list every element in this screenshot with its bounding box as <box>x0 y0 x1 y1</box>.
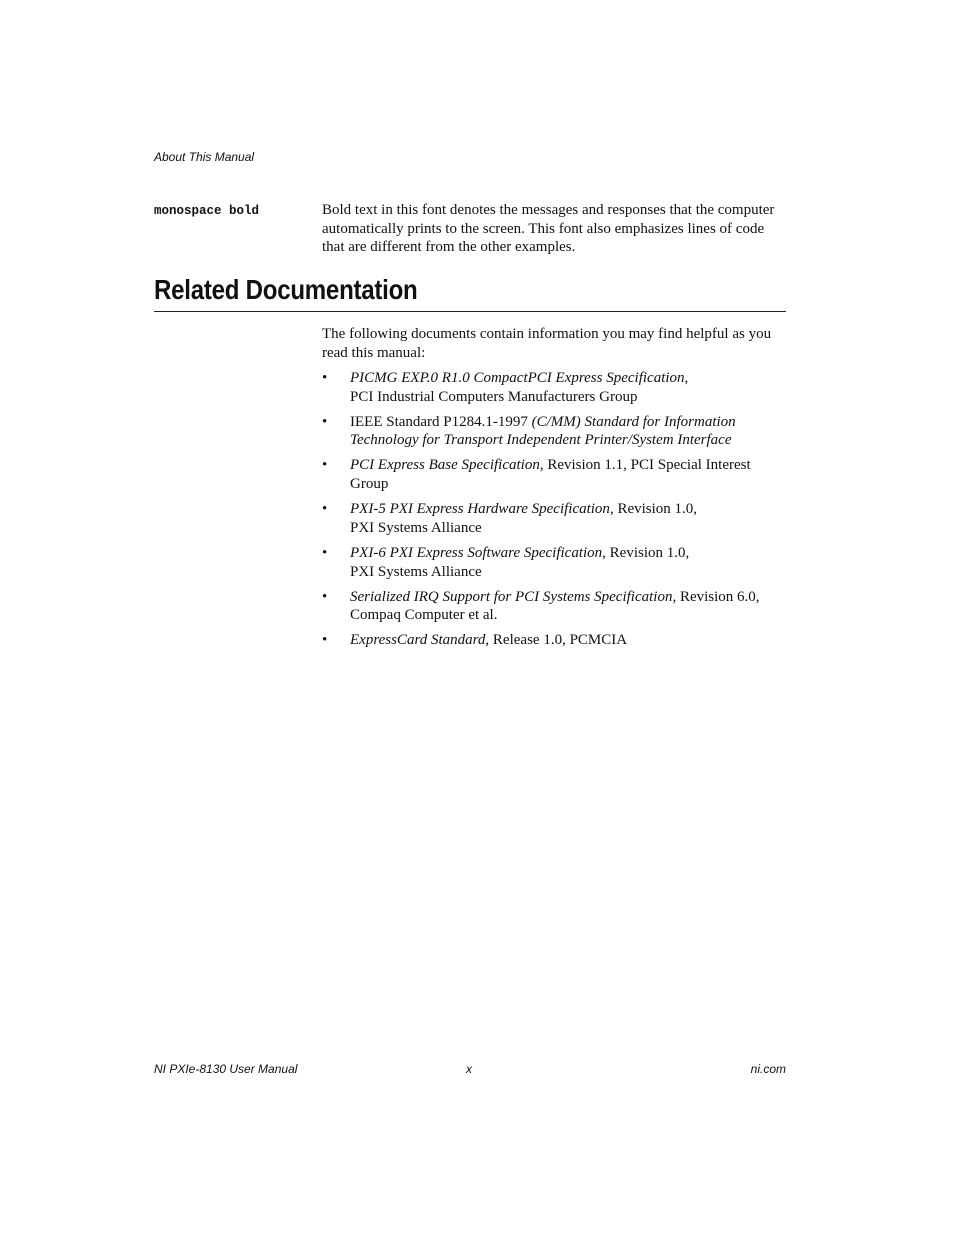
intro-paragraph: The following documents contain information you may find helpful as you read this manual: <box>322 326 772 361</box>
doc-details: , Release 1.0, PCMCIA <box>485 632 628 649</box>
doc-title: PCI Express Base Specification <box>350 457 540 474</box>
section-heading: Related Documentation <box>154 274 418 305</box>
doc-publisher: PXI Systems Alliance <box>350 519 482 536</box>
doc-title: PICMG EXP.0 R1.0 CompactPCI Express Specification <box>350 370 685 386</box>
footer-page-number: x <box>466 1062 472 1076</box>
doc-publisher: Group <box>350 476 389 493</box>
doc-prefix: IEEE Standard P1284.1-1997 <box>350 413 532 430</box>
footer-manual-title: NI PXIe-8130 User Manual <box>154 1062 298 1076</box>
bullet: • <box>322 370 328 386</box>
bullet: • <box>322 544 328 561</box>
doc-details: , Revision 6.0, <box>672 588 760 605</box>
doc-title: PXI-6 PXI Express Software Specification <box>350 544 603 561</box>
related-docs-list <box>322 369 786 656</box>
list-item <box>322 369 786 406</box>
doc-publisher: PCI Industrial Computers Manufacturers Group <box>350 388 638 405</box>
list-item <box>322 500 786 537</box>
list-item <box>322 544 786 581</box>
convention-description: Bold text in this font denotes the messages and responses that the computer automatically prints to the screen. This font also emphasizes lines of code that are different from the other examples. <box>322 202 775 256</box>
running-header: About This Manual <box>154 150 255 164</box>
doc-details: , <box>684 370 689 386</box>
list-item <box>322 456 786 493</box>
list-item <box>322 413 786 450</box>
doc-publisher: Compaq Computer et al. <box>350 607 498 624</box>
heading-rule <box>154 311 786 312</box>
bullet: • <box>322 588 328 605</box>
doc-publisher: PXI Systems Alliance <box>350 563 482 580</box>
bullet: • <box>322 413 328 430</box>
list-item <box>322 588 786 625</box>
convention-term: monospace bold <box>154 204 260 218</box>
doc-details: , Revision 1.0, <box>602 544 690 561</box>
doc-details: , Revision 1.0, <box>609 501 698 518</box>
doc-title: PXI-5 PXI Express Hardware Specification <box>350 501 610 518</box>
doc-title: Serialized IRQ Support for PCI Systems Specification <box>350 588 673 605</box>
footer-website: ni.com <box>750 1062 786 1076</box>
bullet: • <box>322 632 328 649</box>
doc-details: , Revision 1.1, PCI Special Interest <box>539 457 751 474</box>
list-item <box>322 631 786 650</box>
bullet: • <box>322 501 328 518</box>
doc-title: (C/MM) Standard for Information <box>531 413 736 430</box>
doc-title-continued: Technology for Transport Independent Printer/System Interface <box>350 432 732 449</box>
bullet: • <box>322 457 328 474</box>
doc-title: ExpressCard Standard <box>350 632 486 649</box>
